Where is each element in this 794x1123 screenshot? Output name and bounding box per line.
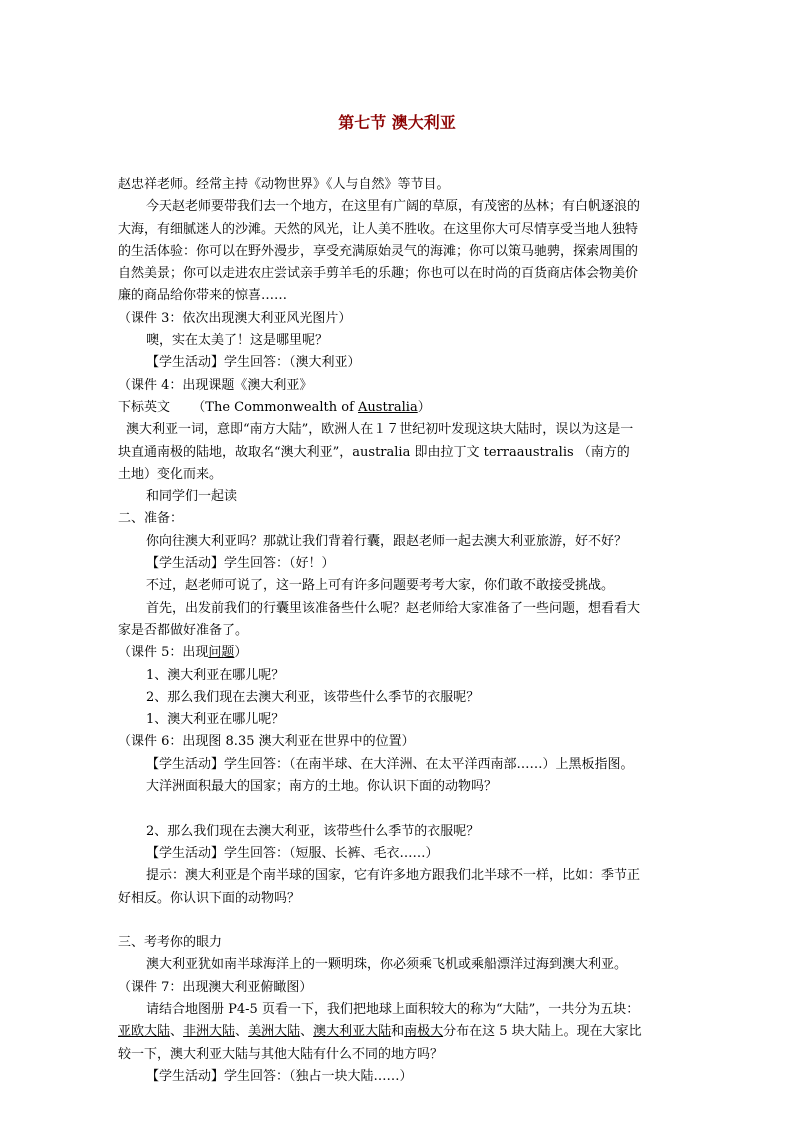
courseware-5-pre: （课件 5：出现 <box>118 645 209 661</box>
paragraph-line: 和同学们一起读 <box>146 489 238 505</box>
continent-australia: 澳大利亚大陆 <box>313 1024 392 1040</box>
separator: 、 <box>170 1024 184 1040</box>
paragraph-line: 自然美景；你可以走进农庄尝试亲手剪羊毛的乐趣；你也可以在时尚的百货商店体会物美价 <box>118 266 639 282</box>
question-item: 1、澳大利亚在哪儿呢？ <box>146 667 285 683</box>
paragraph-line: 提示：澳大利亚是个南半球的国家，它有许多地方跟我们北半球不一样，比如：季节正 <box>146 868 641 884</box>
english-title-link: Australia <box>358 399 418 415</box>
paragraph-line: 好相反。你认识下面的动物吗？ <box>118 890 301 906</box>
separator: 、 <box>300 1024 314 1040</box>
student-activity: 【学生活动】学生回答：（短服、长裤、毛衣……） <box>146 845 439 861</box>
continents-line <box>118 1021 678 1043</box>
continent-antarctica: 南极大 <box>404 1024 444 1040</box>
paragraph-line: 噢，实在太美了！这是哪里呢？ <box>146 333 329 349</box>
courseware-5-post: ） <box>234 645 248 661</box>
paragraph-line: 你向往澳大利亚吗？那就让我们背着行囊，跟赵老师一起去澳大利亚旅游，好不好？ <box>146 533 628 549</box>
blank-line <box>118 798 678 820</box>
student-activity: 【学生活动】学生回答：（澳大利亚） <box>146 355 361 371</box>
student-activity: 【学生活动】学生回答：（好！） <box>146 556 335 572</box>
paragraph-line: 的生活体验：你可以在野外漫步，享受充满原始灵气的海滩；你可以策马驰骋，探索周围的 <box>118 243 639 259</box>
paragraph-line: 请结合地图册 P4-5 页看一下，我们把地球上面积较大的称为“大陆”，一共分为五块： <box>146 1001 640 1017</box>
continent-eurasia: 亚欧大陆 <box>118 1024 171 1040</box>
question-item: 1、澳大利亚在哪儿呢？ <box>146 712 285 728</box>
paragraph-line: 块直通南极的陆地，故取名“澳大利亚”，australia 即由拉丁文 terraaustralis （南方的 <box>118 444 630 460</box>
section-heading: 二、准备： <box>118 511 184 527</box>
student-activity: 【学生活动】学生回答：（在南半球、在大洋洲、在太平洋西南部……）上黑板指图。 <box>146 756 634 772</box>
question-item: 2、那么我们现在去澳大利亚，该带些什么季节的衣服呢？ <box>146 823 480 839</box>
continents-tail: 分布在这 5 块大陆上。现在大家比 <box>443 1024 642 1040</box>
courseware-5-link: 问题 <box>208 645 235 661</box>
paragraph-line: 澳大利亚犹如南半球海洋上的一颗明珠，你必须乘飞机或乘船漂洋过海到澳大利亚。 <box>146 957 628 973</box>
paragraph-line: 较一下，澳大利亚大陆与其他大陆有什么不同的地方吗？ <box>118 1046 444 1062</box>
body-text <box>118 174 678 1088</box>
paragraph-line: 廉的商品给你带来的惊喜…… <box>118 288 288 304</box>
paragraph-line: 土地）变化而来。 <box>118 466 223 482</box>
courseware-note <box>118 642 678 664</box>
paragraph-line: 不过，赵老师可说了，这一路上可有许多问题要考考大家，你们敢不敢接受挑战。 <box>146 578 615 594</box>
courseware-note: （课件 3：依次出现澳大利亚风光图片） <box>118 310 352 326</box>
subtitle-english-line <box>118 397 678 419</box>
paragraph-line: 今天赵老师要带我们去一个地方，在这里有广阔的草原，有茂密的丛林；有白帆逐浪的 <box>146 199 641 215</box>
conjunction: 和 <box>391 1024 405 1040</box>
english-title-pre: （The Commonwealth of <box>192 399 359 415</box>
paragraph-line: 大海，有细腻迷人的沙滩。天然的风光，让人美不胜收。在这里你大可尽情享受当地人独特 <box>118 221 639 237</box>
courseware-note: （课件 6：出现图 8.35 澳大利亚在世界中的位置） <box>118 734 415 750</box>
separator: 、 <box>235 1024 249 1040</box>
page-title: 第七节 澳大利亚 <box>338 113 456 132</box>
paragraph-line: 首先，出发前我们的行囊里该准备些什么呢？赵老师给大家准备了一些问题，想看看大 <box>146 600 641 616</box>
courseware-note: （课件 4：出现课题《澳大利亚》 <box>118 377 313 393</box>
question-item: 2、那么我们现在去澳大利亚，该带些什么季节的衣服呢？ <box>146 689 480 705</box>
paragraph-line: 大洋洲面积最大的国家；南方的土地。你认识下面的动物吗？ <box>146 779 498 795</box>
continent-america: 美洲大陆 <box>248 1024 301 1040</box>
paragraph-line: 家是否都做好准备了。 <box>118 622 249 638</box>
continent-africa: 非洲大陆 <box>183 1024 236 1040</box>
student-activity: 【学生活动】学生回答：（独占一块大陆……） <box>146 1068 413 1084</box>
section-heading: 三、考考你的眼力 <box>118 935 223 951</box>
blank-line <box>118 910 678 932</box>
courseware-note: （课件 7：出现澳大利亚俯瞰图） <box>118 979 313 995</box>
subtitle-label: 下标英文 <box>118 399 171 415</box>
english-title-post: ） <box>417 399 431 415</box>
paragraph-line: 澳大利亚一词，意即“南方大陆”，欧洲人在１７世纪初叶发现这块大陆时，误以为这是一 <box>126 422 634 438</box>
paragraph-line: 赵忠祥老师。经常主持《动物世界》《人与自然》等节目。 <box>118 177 450 192</box>
